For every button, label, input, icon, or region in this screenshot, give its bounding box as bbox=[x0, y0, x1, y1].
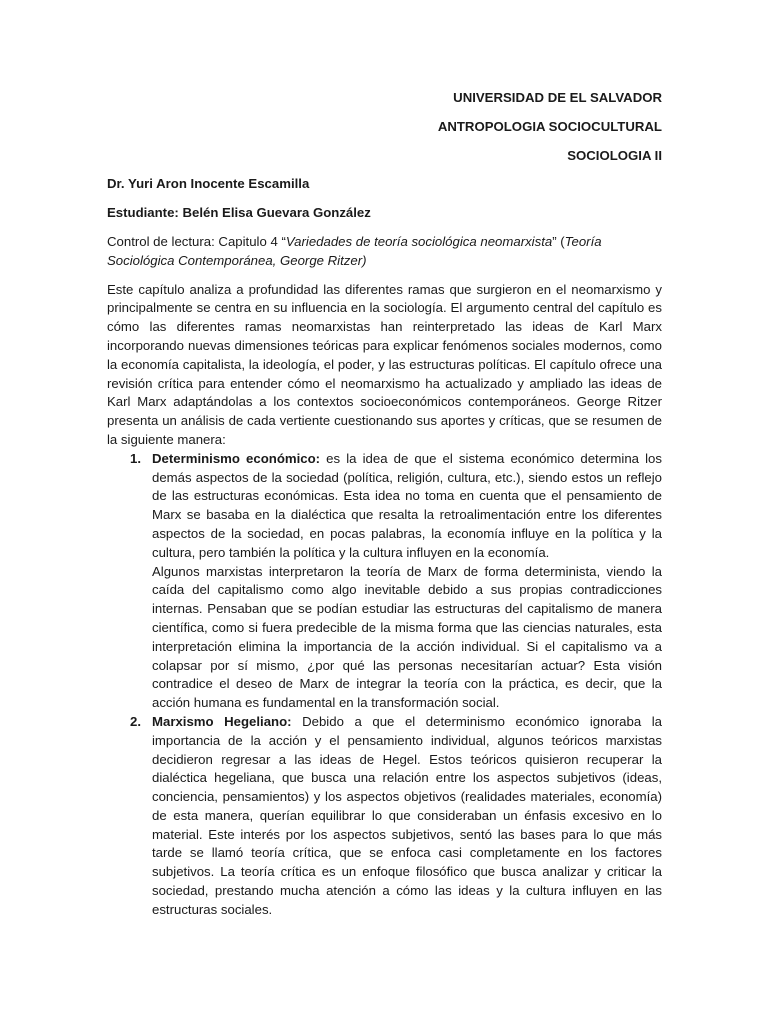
course-heading: SOCIOLOGIA II bbox=[567, 147, 662, 163]
intro-paragraph: Este capítulo analiza a profundidad las diferentes ramas que surgieron en el neomarxismo y principalmente se centra en su influencia en la sociología. El argumento central del capítulo es cómo las diferentes ramas neomarxistas han reinterpretado las ideas de Karl Marx incorporando nuevas dimensiones teóricas para explicar fenómenos sociales modernos, como la economía capitalista, la ideología, el poder, y las estructuras políticas. El capítulo ofrece una revisión crítica para entender cómo el neomarxismo ha actualizado y ampliado las ideas de Karl Marx adaptándolas a los contextos socioeconómicos contemporáneos. George Ritzer presenta un análisis de cada vertiente cuestionando sus aportes y críticas, que se resumen de la siguiente manera: bbox=[107, 281, 662, 447]
student-name: Estudiante: Belén Elisa Guevara González bbox=[107, 205, 371, 221]
list-item bbox=[107, 450, 662, 713]
list-item-number: 2. bbox=[130, 713, 141, 729]
reading-title: Variedades de teoría sociológica neomarxista bbox=[285, 233, 553, 249]
reading-source: Teoría Sociológica Contemporánea, George Ritzer) bbox=[107, 233, 602, 268]
list-item-term: Determinismo económico: bbox=[152, 450, 321, 466]
list-item-continuation: Algunos marxistas interpretaron la teoría de Marx de forma determinista, viendo la caída del capitalismo como algo inevitable debido a sus propias contradicciones internas. Pensaban que se podían estudiar las estructuras del capitalismo de manera científica, como si fuera predecible de la misma forma que las ciencias naturales, esta interpretación elimina la importancia de la acción individual. Si el capitalismo va a colapsar por sí mismo, ¿por qué las personas necesitarían actuar? Esta visión contradice el deseo de Marx de integrar la teoría con la práctica, es decir, que la acción humana es fundamental en la transformación social. bbox=[152, 563, 662, 711]
university-heading: UNIVERSIDAD DE EL SALVADOR bbox=[453, 90, 662, 105]
department-heading: ANTROPOLOGIA SOCIOCULTURAL bbox=[437, 118, 662, 134]
reading-reference bbox=[107, 233, 662, 271]
reading-prefix: Control de lectura: Capitulo 4 “ bbox=[107, 233, 286, 249]
professor-name: Dr. Yuri Aron Inocente Escamilla bbox=[107, 176, 310, 192]
numbered-list bbox=[107, 450, 662, 920]
list-item-term: Marxismo Hegeliano: bbox=[152, 713, 292, 729]
list-item-text: Debido a que el determinismo económico ignoraba la importancia de la acción y el pensamiento individual, algunos teóricos marxistas decidieron regresar a las ideas de Hegel. Estos teóricos quisieron recuperar la dialéctica hegeliana, que busca una relación entre los aspectos subjetivos (ideas, conciencia, pensamientos) y los aspectos objetivos (realidades materiales, economía) de esta manera, querían equilibrar lo que consideraban un énfasis excesivo en lo material. Este interés por los aspectos subjetivos, sentó las bases para lo que más tarde se llamó teoría crítica, que se enfoca casi completamente en los factores subjetivos. La teoría crítica es un enfoque filosófico que busca analizar y criticar la sociedad, prestando mucha atención a cómo las ideas y la cultura influyen en las estructuras sociales. bbox=[152, 713, 662, 917]
list-item-text: es la idea de que el sistema económico determina los demás aspectos de la sociedad (política, religión, cultura, etc.), siendo estos un reflejo de las estructuras económicas. Esta idea no toma en cuenta que el pensamiento de Marx se basaba en la dialéctica que resalta la retroalimentación entre los diferentes aspectos de la sociedad, en pocas palabras, la economía influye en la política y la cultura, pero también la política y la cultura influyen en la economía. bbox=[152, 450, 662, 560]
list-item bbox=[107, 713, 662, 920]
list-item-number: 1. bbox=[130, 450, 141, 466]
reading-middle: ” ( bbox=[552, 233, 565, 249]
